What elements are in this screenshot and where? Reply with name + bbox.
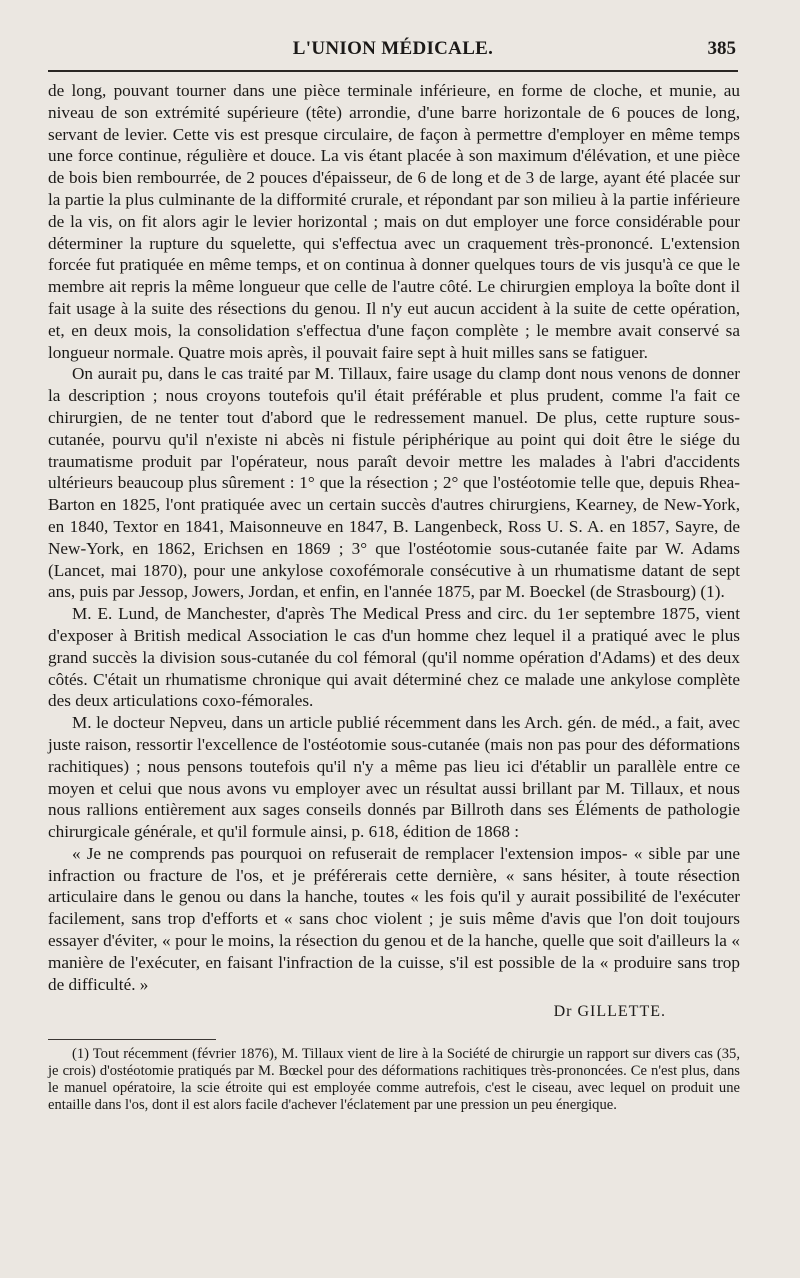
page-number: 385 bbox=[707, 38, 736, 59]
author-signature: Dr GILLETTE. bbox=[553, 1003, 666, 1021]
paragraph: M. E. Lund, de Manchester, d'après The Medical Press and circ. du 1er septembre 1875, vient d'exposer à British medical Association le cas d'un homme chez lequel il a pratiqué avec le plus grand succès la division sous-cutanée du col fémoral (qu'il nomme opération d'Adams) et des deux côtés. C'était un rhumatisme chronique qui avait déterminé chez ce malade une ankylose complète des deux articulations coxo-fémorales. bbox=[48, 604, 740, 711]
block-quote: « Je ne comprends pas pourquoi on refuserait de remplacer l'extension impos- « sible par une infraction ou fracture de l'os, et je préférerais cette dernière, « sans hésiter, à toute résection articulaire dans le genou ou dans la hanche, toutes « les fois qu'il y aurait possibilité de l'exécuter facilement, sans trop d'efforts et « sans choc violent ; je suis même d'avis que l'on doit toujours essayer d'éviter, « pour le moins, la résection du genou et de la hanche, quelle que soit d'ailleurs la « manière de l'exécuter, en faisant l'infraction de la cuisse, s'il est possible de la « produire sans trop de difficulté. » bbox=[48, 843, 740, 994]
article-body bbox=[48, 80, 740, 1114]
footnote-text: (1) Tout récemment (février 1876), M. Tillaux vient de lire à la Société de chirurgie un rapport sur divers cas (35, je crois) d'ostéotomie pratiqués par M. Bœckel pour des déformations rachitiques très-prononcées. Ce n'est plus, dans le manuel opératoire, la scie étroite qui est employée comme autrefois, c'est le ciseau, avec lequel on produit une entaille dans l'os, dont il est alors facile d'achever l'éclatement par une pression un peu énergique. bbox=[48, 1046, 740, 1114]
running-header bbox=[48, 36, 738, 72]
paragraph: de long, pouvant tourner dans une pièce terminale inférieure, en forme de cloche, et munie, au niveau de son extrémité supérieure (tête) arrondie, d'une barre horizontale de 6 pouces de long, servant de levier. Cette vis est presque circulaire, de façon à permettre d'employer en même temps une force continue, régulière et douce. La vis étant placée à son maximum d'élévation, et une pièce de bois bien rembourrée, de 2 pouces d'épaisseur, de 6 de long et de 3 de large, ayant été placée sur la partie la plus culminante de la difformité crurale, et répondant par son milieu à la partie inférieure de la vis, on fit alors agir le levier horizontal ; mais on dut employer une force considérable pour déterminer la rupture du squelette, qui s'effectua avec un craquement très-prononcé. L'extension forcée fut pratiquée en même temps, et on continua à donner quelques tours de vis jusqu'à ce que le membre ait repris la même longueur que celle de l'autre côté. Le chirurgien employa la boîte dont il fait usage à la suite des résections du genou. Il n'y eut aucun accident à la suite de cette opération, et, en deux mois, la consolidation s'effectua d'une façon complète ; le membre avait conservé sa longueur normale. Quatre mois après, il pouvait faire sept à huit milles sans se fatiguer. bbox=[48, 81, 740, 362]
footnote-divider bbox=[48, 1039, 216, 1040]
footnote bbox=[48, 1046, 740, 1114]
paragraph: M. le docteur Nepveu, dans un article publié récemment dans les Arch. gén. de méd., a fait, avec juste raison, ressortir l'excellence de l'ostéotomie sous-cutanée (mais non pas pour des déformations rachitiques) ; nous pensons toutefois qu'il n'y a même pas lieu ici d'établir un parallèle entre ce moyen et celui que nous avons vu employer avec un résultat aussi brillant par M. Tillaux, et nous nous rallions entièrement aux sages conseils donnés par Billroth dans ses Éléments de pathologie chirurgicale générale, et qu'il formule ainsi, p. 618, édition de 1868 : bbox=[48, 713, 740, 842]
paragraph: On aurait pu, dans le cas traité par M. Tillaux, faire usage du clamp dont nous venons de donner la description ; nous croyons toutefois qu'il était préférable et plus prudent, comme l'a fait ce chirurgien, de ne tenter tout d'abord que le redressement manuel. De plus, cette rupture sous-cutanée, pourvu qu'il n'existe ni abcès ni fistule périphérique au point qui doit être le siége du traumatisme produit par l'opérateur, nous paraît devoir mettre les malades à l'abri d'accidents ultérieurs beaucoup plus sûrement : 1° que la résection ; 2° que l'ostéotomie telle que, depuis Rhea-Barton en 1825, l'ont pratiquée avec un certain succès d'autres chirurgiens, Kearney, de New-York, en 1840, Textor en 1841, Maisonneuve en 1847, B. Langenbeck, Ross U. S. A. en 1857, Sayre, de New-York, en 1862, Erichsen en 1869 ; 3° que l'ostéotomie sous-cutanée faite par W. Adams (Lancet, mai 1870), pour une ankylose coxofémorale consécutive à un rhumatisme datant de sept ans, puis par Jessop, Jowers, Jordan, et enfin, en l'année 1875, par M. Boeckel (de Strasbourg) (1). bbox=[48, 364, 740, 602]
journal-title: L'UNION MÉDICALE. bbox=[292, 38, 494, 59]
